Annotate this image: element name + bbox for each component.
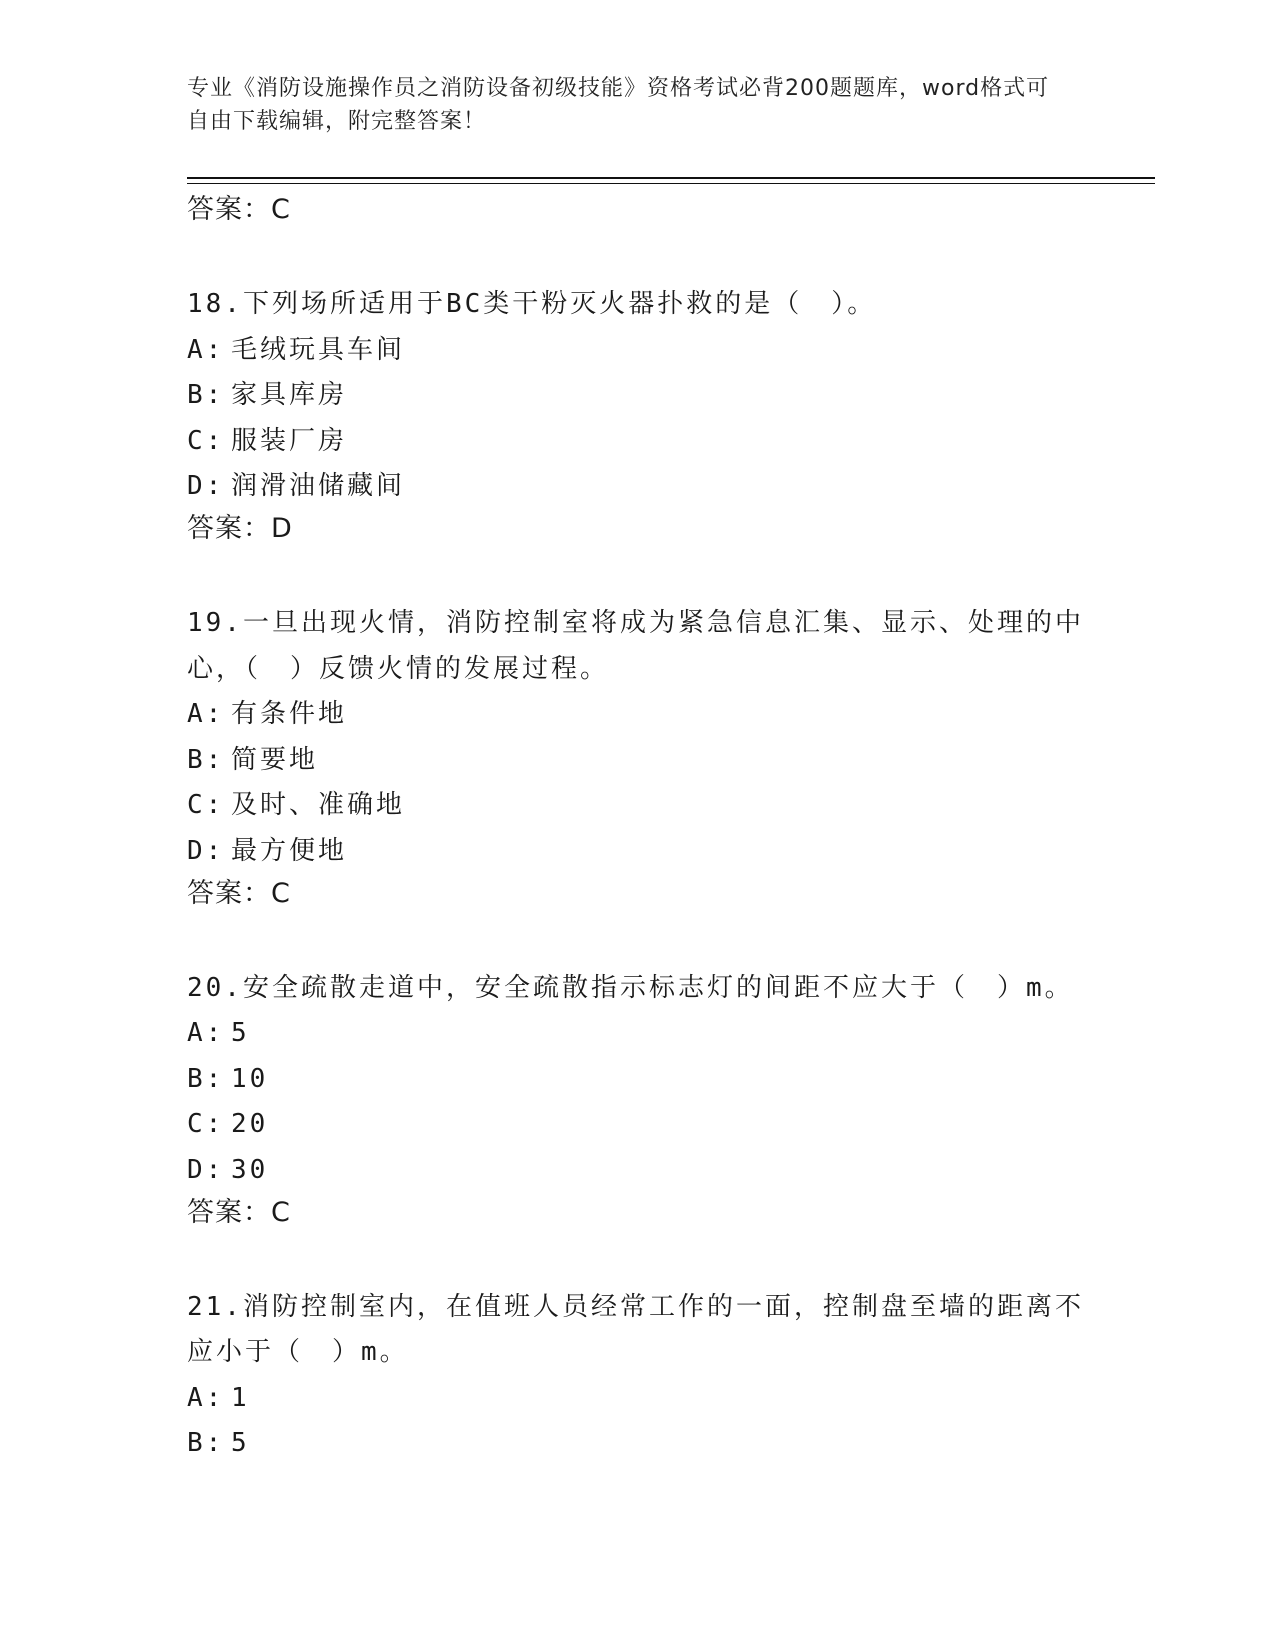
option-d bbox=[187, 829, 1087, 875]
option-text: 最方便地 bbox=[231, 835, 348, 866]
question-block bbox=[187, 601, 1087, 913]
option-label: B: bbox=[187, 1428, 225, 1459]
option-label: C: bbox=[187, 1109, 225, 1140]
question-text: 21.消防控制室内，在值班人员经常工作的一面，控制盘至墙的距离不应小于（ ）m。 bbox=[187, 1291, 1084, 1368]
header-divider-thin bbox=[187, 183, 1155, 184]
option-text: 有条件地 bbox=[231, 699, 348, 730]
option-text: 10 bbox=[231, 1063, 269, 1094]
option-a bbox=[187, 1376, 1087, 1422]
option-label: B: bbox=[187, 1063, 225, 1094]
question-block bbox=[187, 1285, 1087, 1467]
answer-line: 答案：D bbox=[187, 512, 293, 544]
option-a bbox=[187, 328, 1087, 374]
header-divider-thick bbox=[187, 177, 1155, 179]
answer-line: 答案：C bbox=[187, 1196, 291, 1228]
option-b bbox=[187, 1421, 1087, 1467]
option-c bbox=[187, 1102, 1087, 1148]
option-text: 毛绒玩具车间 bbox=[231, 334, 406, 365]
option-text: 20 bbox=[231, 1109, 269, 1140]
option-label: A: bbox=[187, 699, 225, 730]
option-c bbox=[187, 783, 1087, 829]
option-text: 简要地 bbox=[231, 744, 319, 775]
option-d bbox=[187, 1148, 1087, 1194]
option-label: C: bbox=[187, 425, 225, 456]
answer-line: 答案：C bbox=[187, 194, 291, 225]
option-text: 及时、准确地 bbox=[231, 790, 406, 821]
option-a bbox=[187, 1011, 1087, 1057]
option-c bbox=[187, 419, 1087, 465]
option-text: 润滑油储藏间 bbox=[231, 471, 406, 502]
option-label: B: bbox=[187, 744, 225, 775]
option-label: A: bbox=[187, 1382, 225, 1413]
option-text: 5 bbox=[231, 1428, 250, 1459]
question-block bbox=[187, 966, 1087, 1232]
option-text: 服装厂房 bbox=[231, 425, 348, 456]
option-text: 5 bbox=[231, 1018, 250, 1049]
question-text: 18.下列场所适用于BC类干粉灭火器扑救的是（ ）。 bbox=[187, 289, 877, 319]
option-text: 30 bbox=[231, 1154, 269, 1185]
question-text: 20.安全疏散走道中，安全疏散指示标志灯的间距不应大于（ ）m。 bbox=[187, 972, 1074, 1003]
option-label: D: bbox=[187, 835, 225, 866]
option-text: 1 bbox=[231, 1382, 250, 1413]
question-text: 19.一旦出现火情，消防控制室将成为紧急信息汇集、显示、处理的中心，（ ）反馈火情的发展过程。 bbox=[187, 607, 1084, 684]
option-b bbox=[187, 738, 1087, 784]
option-text: 家具库房 bbox=[231, 380, 348, 411]
option-label: A: bbox=[187, 1018, 225, 1049]
option-label: C: bbox=[187, 790, 225, 821]
option-a bbox=[187, 692, 1087, 738]
option-label: D: bbox=[187, 1154, 225, 1185]
option-label: D: bbox=[187, 471, 225, 502]
option-label: B: bbox=[187, 380, 225, 411]
answer-line: 答案：C bbox=[187, 877, 291, 909]
question-block bbox=[187, 282, 1087, 548]
option-b bbox=[187, 373, 1087, 419]
question-list bbox=[187, 191, 1087, 1467]
option-label: A: bbox=[187, 334, 225, 365]
option-d bbox=[187, 464, 1087, 510]
document-header: 专业《消防设施操作员之消防设备初级技能》资格考试必背200题题库，word格式可自由下载编辑，附完整答案！ bbox=[187, 76, 1050, 134]
option-b bbox=[187, 1057, 1087, 1103]
